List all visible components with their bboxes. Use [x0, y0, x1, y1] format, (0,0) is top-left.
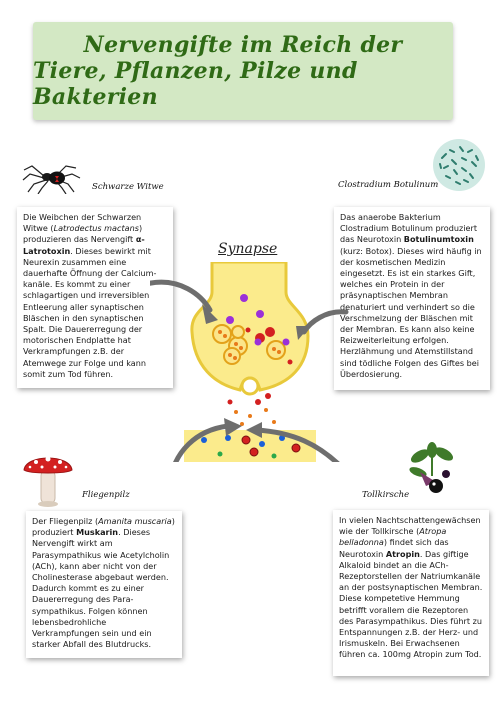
- spider-label: Schwarze Witwe: [92, 182, 164, 192]
- bacterium-text: Das anaerobe Bakterium Clostradium Botulinum produziert das Neurotoxin Botulinumtoxin (kurz: Botox). Dieses wird häufig in der kosmetischen Medizin eingesetzt. Es ist ein starkes Gift, welches ein Protein in der präsynaptischen Membran denaturiert und verhindert so die Verschmelzung der Bläschen mit der Membran. Es kann also keine Reizweiterleitung erfolgen. Herzlähmung und Atemstillstand sind tödliche Folgen des Giftes bei Überdosierung.: [340, 212, 482, 379]
- belladonna-icon: [406, 442, 458, 498]
- synapse-label: Synapse: [218, 241, 278, 257]
- title-line-2: Tiere, Pflanzen, Pilze und Bakterien: [33, 58, 358, 110]
- bacterium-label: Clostradium Botulinum: [338, 180, 439, 190]
- bacterium-text-card: [334, 207, 490, 390]
- title-line-1: Nervengifte im Reich der: [83, 32, 403, 58]
- mushroom-label: Fliegenpilz: [82, 490, 130, 500]
- title-banner: [33, 22, 453, 120]
- mushroom-icon: [22, 448, 74, 508]
- bacterium-icon: [432, 138, 486, 192]
- spider-icon: [22, 160, 82, 194]
- synapse-illustration: [150, 262, 350, 462]
- belladonna-text: In vielen Nachtschattengewächsen wie der Tollkirsche (Atropa belladonna) findet sich das Neurotoxin Atropin. Das giftige Alkaloid bindet an die ACh-Rezeptorstellen der Natriumkanäle an der postsynaptischen Membran. Diese kompetetive Hemmung betrifft vorallem die Rezeptoren des Parasympathikus. Dies führt zu Entspannungen z.B. der Herz- und Irismuskeln. Bei Erwachsenen führen ca. 100mg Atropin zum Tod.: [339, 515, 483, 660]
- mushroom-text-card: [26, 511, 182, 658]
- spider-text: Die Weibchen der Schwarzen Witwe (Latrodectus mactans) produzieren das Nervengift α-Latrotoxin. Dieses bewirkt mit Neurexin zusammen eine dauerhafte Öffnung der Calcium-kanäle. Es kommt zu einer schlagartigen und irreversiblen Entleerung aller synaptischen Bläschen in den synaptischen Spalt. Die Dauererregung der motorischen Endplatte hat Verkrampfungen z.B. der Atemwege zur Folge und kann somit zum Tod führen.: [23, 212, 157, 379]
- mushroom-text: Der Fliegenpilz (Amanita muscaria) produziert Muskarin. Dieses Nervengift wirkt am Parasympathikus wie Acetylcholin (ACh), kann aber nicht von der Cholinesterase abgebaut werden. Dadurch kommt es zu einer Dauererregung des Para-sympathikus. Folgen können lebensbedrohliche Verkrampfungen sein und ein starker Abfall des Blutdrucks.: [32, 516, 175, 650]
- belladonna-label: Tollkirsche: [362, 490, 410, 500]
- belladonna-text-card: [333, 510, 489, 676]
